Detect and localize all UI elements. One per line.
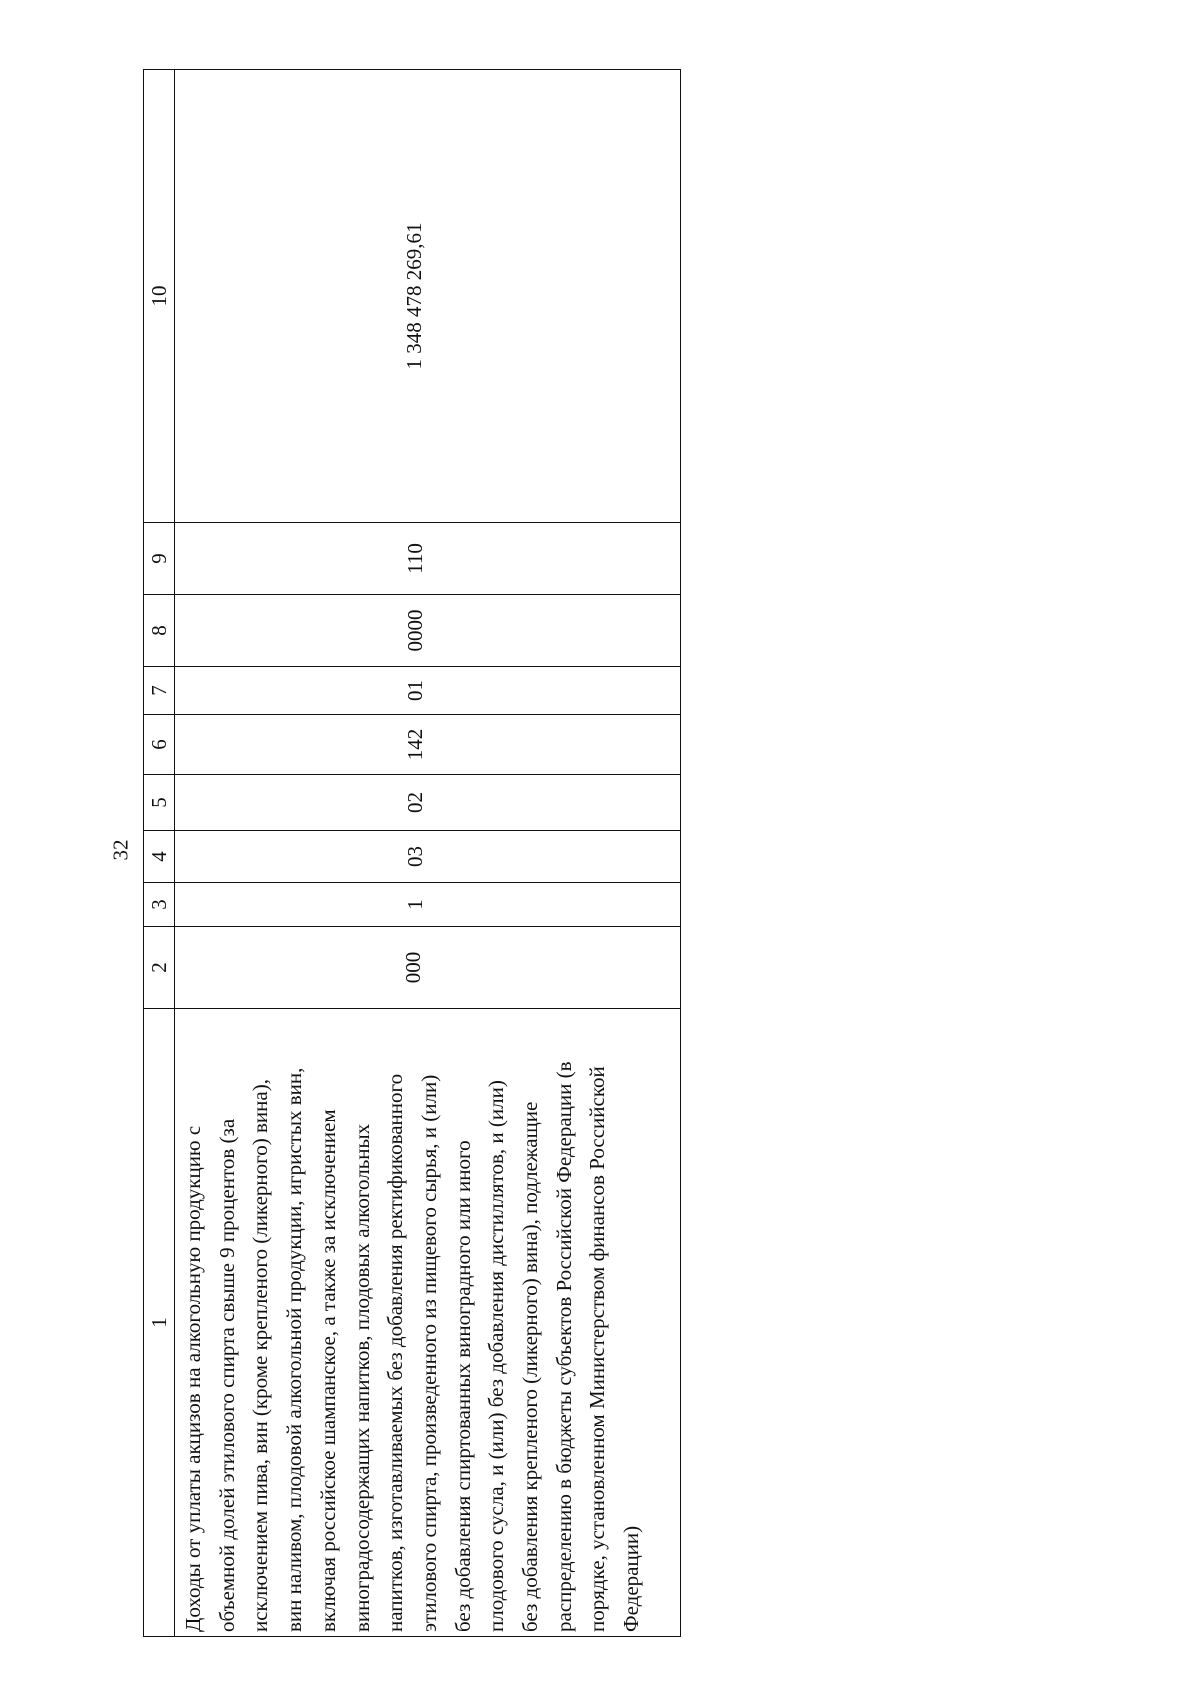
- description-line: без добавления спиртованных виноградного или иного: [450, 1140, 475, 1632]
- description-line: Доходы от уплаты акцизов на алкогольную продукцию с: [181, 1125, 205, 1632]
- header-col-8: 8: [144, 595, 175, 667]
- description-line: включая российское шампанское, а также за исключением: [315, 1109, 340, 1632]
- description-line: напитков, изготавливаемых без добавления ректификованного: [383, 1073, 408, 1632]
- description-line: исключением пива, вин (кроме крепленого (ликерного) вина),: [248, 1079, 273, 1632]
- page-number: [110, 815, 130, 885]
- header-col-6: 6: [144, 715, 175, 775]
- description-line: распределению в бюджеты субъектов Российской Федерации (в: [551, 1061, 576, 1632]
- description-line: Федерации): [619, 1525, 644, 1632]
- code-cell-3: 1: [175, 883, 681, 927]
- description-line: виноградосодержащих напитков, плодовых алкогольных: [349, 1123, 374, 1632]
- amount-cell: [175, 70, 681, 523]
- table-header-row: [144, 70, 175, 1637]
- code-cell-7: 01: [175, 667, 681, 715]
- amount-value: 1 348 478 269,61: [402, 222, 426, 370]
- description-line: этилового спирта, произведенного из пищевого сырья, и (или): [416, 1074, 441, 1632]
- code-cell-9: 110: [175, 523, 681, 595]
- code-cell-5: 02: [175, 775, 681, 831]
- code-cell-2: 000: [175, 927, 681, 1009]
- description-line: объемной долей этилового спирта свыше 9 процентов (за: [214, 1118, 239, 1632]
- budget-table-container: [143, 70, 681, 1637]
- code-cell-4: 03: [175, 831, 681, 883]
- header-col-7: 7: [144, 667, 175, 715]
- description-line: плодового сусла, и (или) без добавления дистиллятов, и (или): [484, 1080, 509, 1632]
- header-col-2: 2: [144, 927, 175, 1009]
- budget-revenue-table: [143, 69, 681, 1637]
- description-line: без добавления крепленого (ликерного) вина), подлежащие: [518, 1101, 543, 1632]
- header-col-4: 4: [144, 831, 175, 883]
- description-line: порядке, установленном Министерством финансов Российской: [585, 1066, 610, 1632]
- code-cell-8: 0000: [175, 595, 681, 667]
- description-cell: [175, 1009, 681, 1637]
- description-line: вин наливом, плодовой алкогольной продукции, игристых вин,: [282, 1067, 307, 1632]
- header-col-10: 10: [144, 70, 175, 523]
- page-number-text: 32: [108, 839, 132, 861]
- header-col-3: 3: [144, 883, 175, 927]
- header-col-5: 5: [144, 775, 175, 831]
- header-col-9: 9: [144, 523, 175, 595]
- budget-table-rotated: [143, 70, 681, 1637]
- code-cell-6: 142: [175, 715, 681, 775]
- table-row: [175, 70, 681, 1637]
- header-col-1: 1: [144, 1009, 175, 1637]
